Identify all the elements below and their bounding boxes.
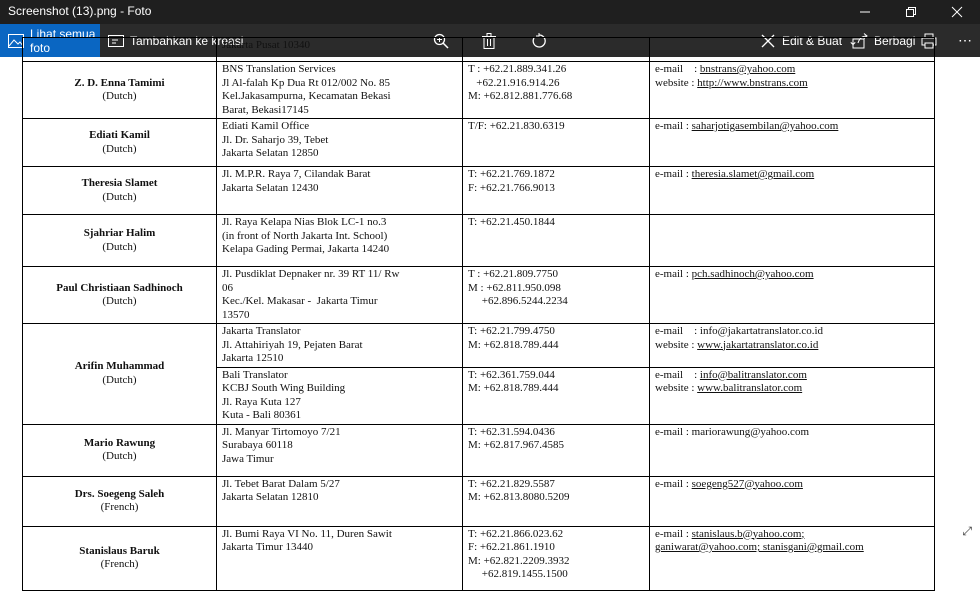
contact-link[interactable]: www.jakartatranslator.co.id	[697, 338, 819, 351]
address-cell	[217, 62, 463, 119]
translator-language: (Dutch)	[102, 90, 137, 102]
address-cell	[217, 38, 463, 62]
cell-line: KCBJ South Wing Building	[222, 382, 346, 394]
minimize-icon[interactable]	[842, 0, 888, 24]
cell-line: M : +62.811.950.098	[468, 281, 561, 294]
cell-line: T : +62.21.809.7750	[468, 268, 559, 280]
contact-cell	[650, 62, 935, 119]
cell-line: Jl. Raya Kelapa Nias Blok LC-1 no.3	[222, 216, 387, 228]
cell-line: Jl. Tebet Barat Dalam 5/27	[222, 477, 340, 490]
translator-name: Stanislaus Baruk	[79, 544, 160, 557]
table-row	[23, 424, 935, 476]
address-cell	[217, 167, 463, 215]
restore-icon[interactable]	[888, 0, 934, 24]
table-row	[23, 38, 935, 62]
cell-line: Jakarta Pusat 10340	[222, 39, 310, 51]
contact-line	[655, 268, 929, 282]
address-cell	[217, 476, 463, 526]
cell-line: F: +62.21.766.9013	[468, 181, 555, 194]
translator-name: Sjahriar Halim	[83, 227, 156, 239]
phone-cell	[463, 215, 650, 267]
translator-name: Z. D. Enna Tamimi	[74, 76, 165, 89]
table-row	[23, 119, 935, 167]
contact-label: website :	[655, 76, 698, 89]
cell-line: +62.21.916.914.26	[468, 76, 560, 89]
cell-line: T: +62.21.866.023.62	[468, 527, 564, 540]
contact-label: e-mail : mariorawung@yahoo.com	[655, 425, 809, 438]
cell-line: T: +62.21.450.1844	[468, 216, 555, 228]
phone-cell	[463, 424, 650, 476]
phone-cell	[463, 526, 650, 590]
cell-line: Barat, Bekasi17145	[222, 103, 309, 116]
translator-name-cell	[23, 476, 217, 526]
cell-line: M: +62.818.789.444	[468, 338, 559, 351]
cell-line: Kel.Jakasampurna, Kecamatan Bekasi	[222, 90, 391, 102]
contact-cell	[650, 367, 935, 424]
phone-cell	[463, 476, 650, 526]
translator-table	[22, 37, 935, 591]
cell-line: Jakarta Translator	[222, 325, 301, 337]
cell-line: Jl. Dr. Saharjo 39, Tebet	[222, 133, 329, 146]
cell-line: M: +62.812.881.776.68	[468, 90, 573, 102]
address-cell	[217, 267, 463, 324]
view-all-label: Lihat semua foto	[30, 26, 96, 55]
contact-cell	[650, 119, 935, 167]
contact-link[interactable]: stanislaus.b@yahoo.com;	[691, 527, 805, 540]
contact-label: e-mail :	[655, 168, 692, 180]
contact-link[interactable]: ganiwarat@yahoo.com; stanisgani@gmail.com	[655, 541, 864, 553]
cell-line: T: +62.21.799.4750	[468, 325, 555, 337]
cell-line: T: +62.21.769.1872	[468, 168, 555, 180]
contact-cell	[650, 476, 935, 526]
address-cell	[217, 424, 463, 476]
translator-name-cell	[23, 62, 217, 119]
contact-link[interactable]: bnstrans@yahoo.com	[699, 63, 796, 75]
contact-line	[655, 478, 929, 492]
contact-line	[655, 528, 929, 542]
cell-line: Jakarta Selatan 12810	[222, 491, 319, 503]
contact-label: website :	[655, 382, 698, 394]
cell-line: M: +62.817.967.4585	[468, 439, 565, 451]
cell-line: M: +62.818.789.444	[468, 382, 559, 394]
contact-line	[655, 325, 929, 339]
translator-name: Drs. Soegeng Saleh	[74, 487, 165, 500]
translator-name-cell	[23, 267, 217, 324]
contact-label: e-mail :	[655, 120, 692, 132]
document-image	[22, 37, 934, 591]
contact-line	[655, 382, 929, 396]
cell-line: Kec./Kel. Makasar - Jakarta Timur	[222, 295, 378, 307]
cell-line: Jl. Manyar Tirtomoyo 7/21	[222, 425, 341, 438]
cell-line: Kuta - Bali 80361	[222, 409, 302, 421]
translator-language: (Dutch)	[102, 142, 137, 155]
translator-name-cell	[23, 324, 217, 425]
title-bar	[0, 0, 980, 24]
address-cell	[217, 526, 463, 590]
phone-cell	[463, 367, 650, 424]
translator-name-cell	[23, 119, 217, 167]
cell-line: F: +62.21.861.1910	[468, 541, 555, 553]
contact-link[interactable]: info@balitranslator.com	[699, 368, 807, 381]
contact-cell	[650, 267, 935, 324]
table-row	[23, 476, 935, 526]
contact-label: e-mail : info@jakartatranslator.co.id	[655, 325, 824, 337]
translator-name: Arifin Muhammad	[74, 360, 165, 373]
contact-link[interactable]: pch.sadhinoch@yahoo.com	[691, 268, 814, 280]
add-to-creation-label: Tambahkan ke kreasi	[130, 33, 244, 48]
cell-line: T: +62.361.759.044	[468, 368, 555, 381]
contact-label: website :	[655, 338, 698, 351]
address-cell	[217, 215, 463, 267]
cell-line: Jl. Bumi Raya VI No. 11, Duren Sawit	[222, 527, 392, 540]
cell-line: Jl. Attahiriyah 19, Pejaten Barat	[222, 338, 363, 351]
contact-label: e-mail :	[655, 477, 692, 490]
cell-line: +62.896.5244.2234	[468, 295, 568, 307]
contact-link[interactable]: theresia.slamet@gmail.com	[691, 168, 815, 180]
translator-name-cell	[23, 38, 217, 62]
chevron-down-icon: ⌄	[848, 33, 859, 48]
table-row	[23, 324, 935, 368]
translator-name-cell	[23, 424, 217, 476]
contact-cell	[650, 526, 935, 590]
phone-cell	[463, 267, 650, 324]
cell-line: Jl. Pusdiklat Depnaker nr. 39 RT 11/ Rw	[222, 268, 400, 280]
contact-line	[655, 541, 929, 555]
translator-name-cell	[23, 167, 217, 215]
address-cell	[217, 367, 463, 424]
contact-line	[655, 168, 929, 182]
expand-icon[interactable]: ⤢	[962, 524, 972, 538]
translator-name: Ediati Kamil	[89, 129, 150, 141]
cell-line: T: +62.31.594.0436	[468, 425, 555, 438]
cell-line: Jakarta Selatan 12430	[222, 181, 319, 194]
contact-line	[655, 339, 929, 353]
phone-cell	[463, 324, 650, 368]
cell-line: Kelapa Gading Permai, Jakarta 14240	[222, 243, 390, 255]
translator-language: (Dutch)	[102, 190, 137, 203]
translator-name-cell	[23, 215, 217, 267]
phone-cell	[463, 62, 650, 119]
cell-line: Jakarta Timur 13440	[222, 541, 314, 553]
cell-line: Jakarta 12510	[222, 352, 284, 364]
share-label: Berbagi	[874, 33, 916, 48]
cell-line: M: +62.813.8080.5209	[468, 491, 570, 503]
contact-line	[655, 369, 929, 383]
close-icon[interactable]	[934, 0, 980, 24]
contact-label: e-mail :	[655, 527, 692, 540]
window-title: Screenshot (13).png - Foto	[8, 4, 152, 18]
table-row	[23, 526, 935, 590]
cell-line: (in front of North Jakarta Int. School)	[222, 229, 388, 242]
contact-link[interactable]: saharjotigasembilan@yahoo.com	[691, 120, 839, 132]
cell-line: T/F: +62.21.830.6319	[468, 120, 565, 132]
phone-cell	[463, 38, 650, 62]
translator-name: Mario Rawung	[83, 436, 156, 449]
cell-line: Jakarta Selatan 12850	[222, 147, 319, 159]
contact-link[interactable]: www.balitranslator.com	[697, 382, 803, 394]
cell-line: Jl. M.P.R. Raya 7, Cilandak Barat	[222, 168, 371, 180]
cell-line: M: +62.821.2209.3932	[468, 554, 570, 567]
translator-language: (Dutch)	[102, 295, 137, 307]
table-row	[23, 267, 935, 324]
contact-link[interactable]: http://www.bnstrans.com	[697, 76, 808, 89]
cell-line: +62.819.1455.1500	[468, 568, 568, 580]
contact-line	[655, 120, 929, 134]
contact-line	[655, 77, 929, 91]
translator-language: (Dutch)	[102, 373, 137, 386]
contact-cell	[650, 215, 935, 267]
translator-name: Theresia Slamet	[81, 177, 158, 189]
cell-line: T: +62.21.829.5587	[468, 477, 555, 490]
table-row	[23, 62, 935, 119]
translator-language: (Dutch)	[102, 450, 137, 462]
translator-name: Paul Christiaan Sadhinoch	[56, 281, 183, 294]
edit-create-label: Edit & Buat	[782, 33, 843, 48]
contact-label: e-mail :	[655, 368, 700, 381]
address-cell	[217, 324, 463, 368]
contact-cell	[650, 167, 935, 215]
table-row	[23, 167, 935, 215]
translator-name-cell	[23, 526, 217, 590]
contact-line	[655, 63, 929, 77]
cell-line: Surabaya 60118	[222, 439, 293, 451]
table-row	[23, 215, 935, 267]
phone-cell	[463, 119, 650, 167]
cell-line: Jl Al-falah Kp Dua Rt 012/002 No. 85	[222, 76, 391, 89]
contact-label: e-mail :	[655, 63, 700, 75]
more-options-icon[interactable]: ⋯	[958, 32, 972, 48]
cell-line: Bali Translator	[222, 368, 288, 381]
cell-line: T : +62.21.889.341.26	[468, 63, 567, 75]
contact-label: e-mail :	[655, 268, 692, 280]
contact-cell	[650, 38, 935, 62]
contact-line	[655, 426, 929, 440]
cell-line: BNS Translation Services	[222, 63, 336, 75]
cell-line: Jawa Timur	[222, 452, 274, 465]
phone-cell	[463, 167, 650, 215]
cell-line: 13570	[222, 308, 250, 321]
address-cell	[217, 119, 463, 167]
contact-link[interactable]: soegeng527@yahoo.com	[691, 477, 803, 490]
cell-line: Ediati Kamil Office	[222, 120, 310, 132]
contact-cell	[650, 424, 935, 476]
translator-language: (French)	[100, 501, 139, 513]
cell-line: Jl. Raya Kuta 127	[222, 395, 301, 408]
translator-language: (French)	[100, 558, 139, 570]
translator-language: (Dutch)	[102, 240, 137, 253]
contact-cell	[650, 324, 935, 368]
cell-line: 06	[222, 281, 233, 294]
